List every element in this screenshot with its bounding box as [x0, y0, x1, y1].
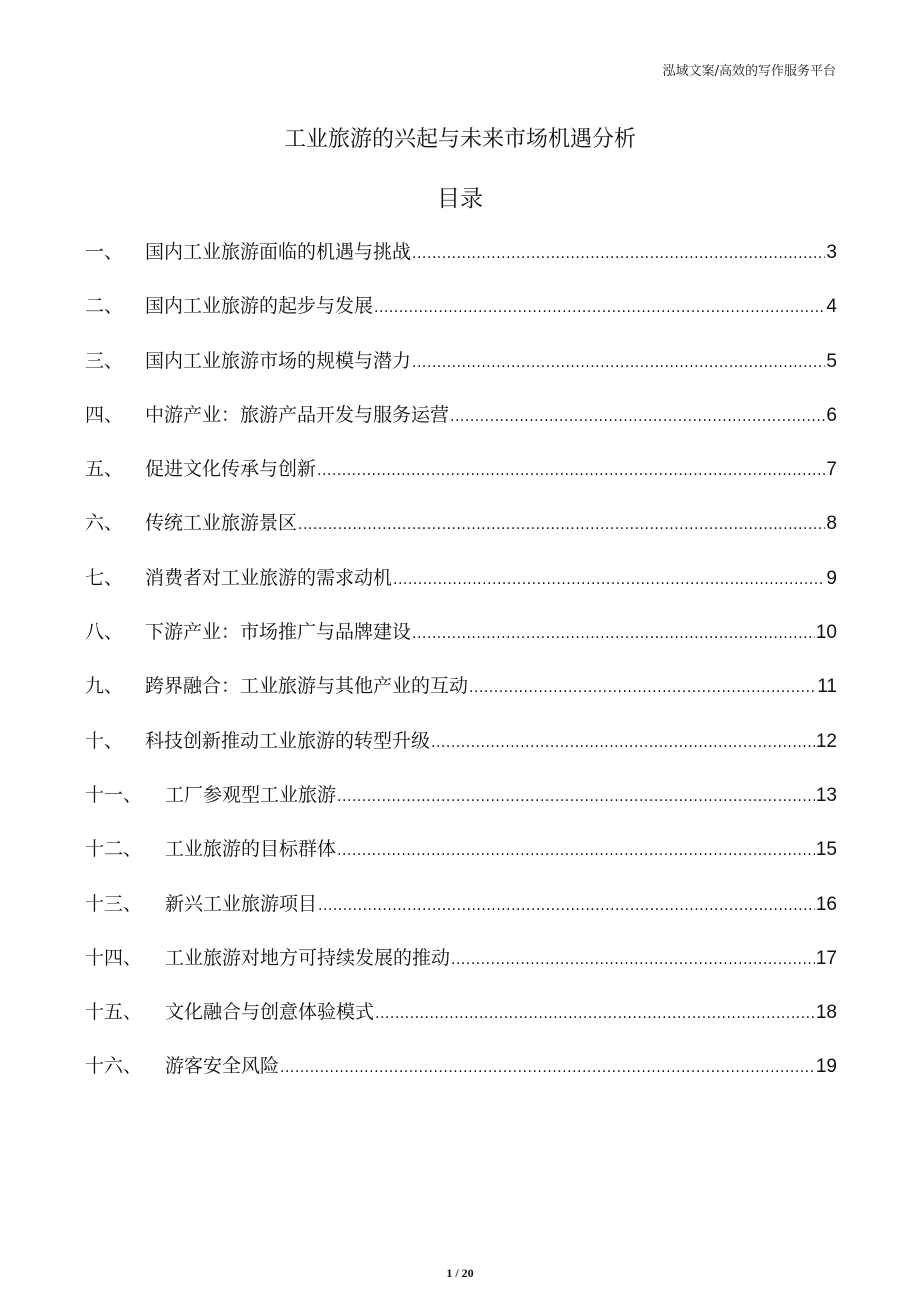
- toc-entry[interactable]: [85, 671, 837, 725]
- toc-entry-title[interactable]: 中游产业：旅游产品开发与服务运营: [145, 403, 450, 426]
- toc-entry-number: 七、: [85, 566, 124, 589]
- toc-entry[interactable]: [85, 726, 837, 780]
- toc-entry-number: 一、: [85, 241, 124, 263]
- toc-entry-number: 五、: [85, 458, 124, 481]
- toc-entry[interactable]: [85, 617, 837, 671]
- toc-entry[interactable]: [85, 563, 837, 617]
- toc-entry-page[interactable]: 7: [826, 459, 837, 481]
- toc-entry-title[interactable]: 国内工业旅游面临的机遇与挑战: [145, 241, 412, 263]
- toc-entry-title[interactable]: 国内工业旅游的起步与发展: [145, 295, 374, 318]
- toc-entry-title[interactable]: 新兴工业旅游项目: [165, 892, 318, 915]
- toc-leader-dots: [318, 898, 815, 914]
- toc-entry-page[interactable]: 12: [815, 730, 837, 752]
- toc-entry[interactable]: [85, 943, 837, 997]
- toc-entry-number: 十、: [85, 729, 124, 752]
- toc-entry[interactable]: [85, 400, 837, 454]
- toc-entry[interactable]: [85, 834, 837, 888]
- toc-leader-dots: [337, 843, 815, 859]
- toc-entry[interactable]: [85, 454, 837, 508]
- toc-entry-number: 八、: [85, 621, 124, 644]
- toc-entry-number: 十三、: [85, 892, 143, 915]
- toc-leader-dots: [317, 463, 825, 479]
- toc-entry-number: 十六、: [85, 1055, 143, 1078]
- page-header: 泓域文案/高效的写作服务平台: [662, 64, 836, 79]
- table-of-contents: [85, 237, 837, 1106]
- toc-entry[interactable]: [85, 1051, 837, 1105]
- toc-entry-title[interactable]: 游客安全风险: [165, 1055, 280, 1078]
- toc-entry[interactable]: [85, 346, 837, 400]
- toc-leader-dots: [431, 735, 815, 751]
- toc-entry-number: 十一、: [85, 783, 143, 806]
- toc-entry-title[interactable]: 工业旅游对地方可持续发展的推动: [165, 946, 451, 969]
- toc-entry[interactable]: [85, 889, 837, 943]
- toc-entry-number: 十四、: [85, 946, 143, 969]
- toc-entry-title[interactable]: 跨界融合：工业旅游与其他产业的互动: [145, 675, 469, 698]
- toc-entry-page[interactable]: 19: [815, 1056, 837, 1078]
- toc-entry-title[interactable]: 科技创新推动工业旅游的转型升级: [145, 729, 431, 752]
- toc-entry-title[interactable]: 下游产业：市场推广与品牌建设: [145, 621, 412, 644]
- toc-entry-number: 十五、: [85, 1001, 143, 1024]
- toc-entry-page[interactable]: 4: [826, 296, 837, 318]
- toc-entry-title[interactable]: 工厂参观型工业旅游: [165, 783, 337, 806]
- toc-entry-title[interactable]: 传统工业旅游景区: [145, 512, 298, 535]
- toc-entry-page[interactable]: 5: [826, 350, 837, 372]
- toc-entry-number: 二、: [85, 295, 124, 318]
- toc-entry[interactable]: [85, 508, 837, 562]
- toc-entry-number: 三、: [85, 349, 124, 372]
- toc-leader-dots: [375, 1006, 815, 1022]
- toc-entry-page[interactable]: 17: [815, 947, 837, 969]
- toc-entry-page[interactable]: 9: [826, 567, 837, 589]
- toc-entry-page[interactable]: 3: [826, 242, 837, 263]
- toc-leader-dots: [412, 246, 825, 262]
- toc-entry-page[interactable]: 8: [826, 513, 837, 535]
- toc-leader-dots: [393, 572, 825, 588]
- toc-leader-dots: [337, 789, 815, 805]
- toc-entry-page[interactable]: 10: [815, 622, 837, 644]
- toc-heading: 目录: [437, 186, 483, 212]
- toc-entry-title[interactable]: 消费者对工业旅游的需求动机: [145, 566, 393, 589]
- toc-entry-number: 九、: [85, 675, 124, 698]
- toc-entry-page[interactable]: 6: [826, 404, 837, 426]
- toc-leader-dots: [469, 680, 816, 696]
- toc-leader-dots: [451, 952, 815, 968]
- toc-entry[interactable]: [85, 780, 837, 834]
- toc-leader-dots: [412, 626, 815, 642]
- toc-entry-number: 六、: [85, 512, 124, 535]
- toc-leader-dots: [298, 517, 825, 533]
- toc-leader-dots: [280, 1060, 815, 1076]
- toc-leader-dots: [412, 355, 825, 371]
- toc-entry-number: 四、: [85, 403, 124, 426]
- toc-entry-page[interactable]: 18: [815, 1002, 837, 1024]
- toc-entry-page[interactable]: 16: [815, 893, 837, 915]
- toc-entry-title[interactable]: 促进文化传承与创新: [145, 458, 317, 481]
- toc-leader-dots: [374, 300, 825, 316]
- toc-entry[interactable]: [85, 997, 837, 1051]
- toc-entry-number: 十二、: [85, 838, 143, 861]
- toc-entry[interactable]: [85, 237, 837, 291]
- toc-entry-page[interactable]: 15: [815, 839, 837, 861]
- toc-entry-page[interactable]: 13: [815, 784, 837, 806]
- page-number: 1 / 20: [446, 1266, 474, 1280]
- toc-entry-page[interactable]: 11: [817, 676, 837, 698]
- toc-entry-title[interactable]: 工业旅游的目标群体: [165, 838, 337, 861]
- toc-entry[interactable]: [85, 291, 837, 345]
- toc-entry-title[interactable]: 国内工业旅游市场的规模与潜力: [145, 349, 412, 372]
- document-title: 工业旅游的兴起与未来市场机遇分析: [283, 127, 636, 152]
- toc-leader-dots: [450, 409, 825, 425]
- toc-entry-title[interactable]: 文化融合与创意体验模式: [165, 1001, 375, 1024]
